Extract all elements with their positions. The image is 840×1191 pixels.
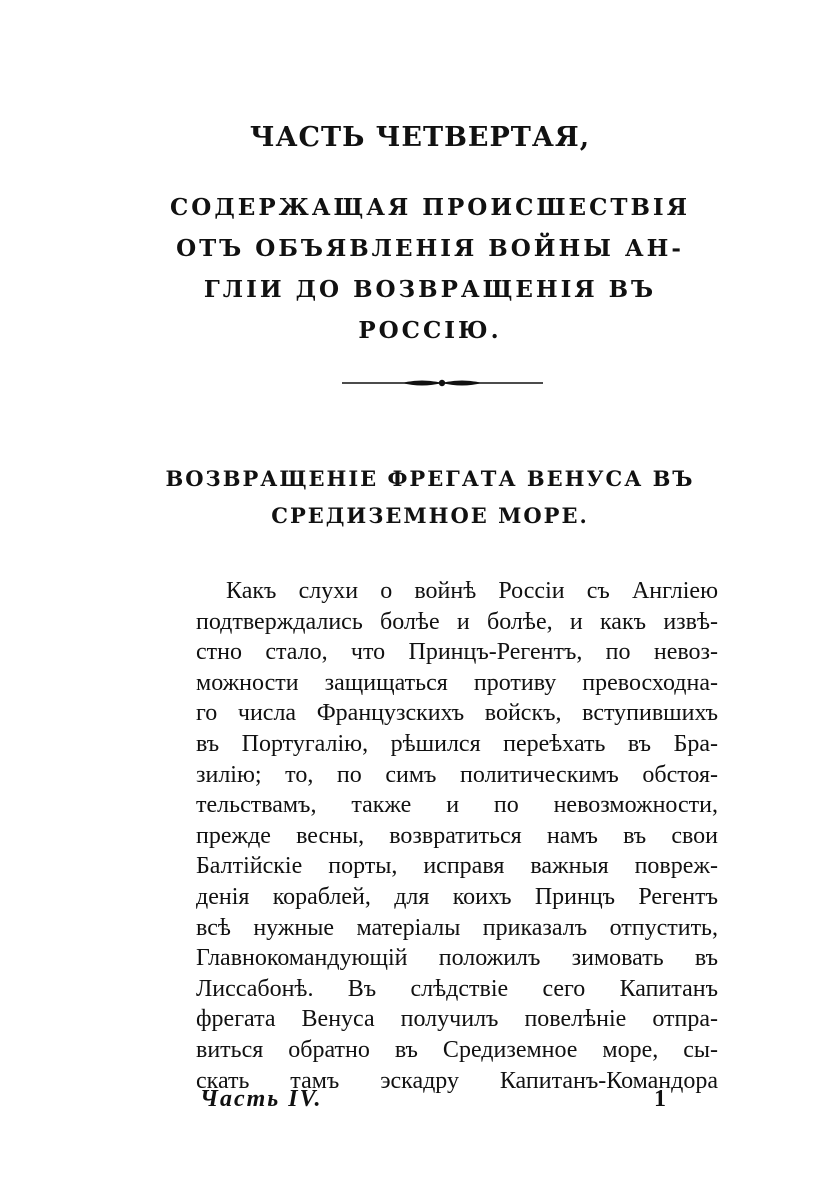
page-number: 1 — [654, 1086, 666, 1112]
body-text — [196, 576, 718, 1096]
text-line: подтверждались болѣе и болѣе, и какъ извѣ- — [196, 608, 718, 635]
page-footer — [196, 1086, 666, 1120]
chapter-title — [150, 460, 710, 534]
text-line: прежде весны, возвратиться намъ въ свои — [196, 822, 718, 849]
text-line: можности защищаться противу превосходна- — [196, 669, 718, 696]
text-line: фрегата Венуса получилъ повелѣніе отпра- — [196, 1006, 718, 1033]
text-line: Лиссабонѣ. Въ слѣдствіе сего Капитанъ — [196, 975, 718, 1002]
text-line: стно стало, что Принцъ-Регентъ, по невоз- — [196, 639, 718, 666]
text-line: зилію; то, по симъ политическимъ обстоя- — [196, 761, 718, 788]
text-line: Балтійскіе порты, исправя важныя повреж- — [196, 853, 718, 880]
signature-mark: Часть IV. — [200, 1086, 323, 1112]
text-line: всѣ нужные матеріалы приказалъ отпустить, — [196, 914, 718, 941]
part-title: ЧАСТЬ ЧЕТВЕРТАЯ, — [249, 122, 591, 153]
chapter-title-line: СРЕДИЗЕМНОЕ МОРЕ. — [271, 503, 589, 528]
ornamental-divider — [340, 377, 545, 389]
text-line: Какъ слухи о войнѣ Россіи съ Англіею — [226, 578, 718, 604]
part-subtitle — [160, 187, 700, 351]
subtitle-line: СОДЕРЖАЩАЯ ПРОИСШЕСТВІЯ — [170, 194, 690, 221]
subtitle-line: ГЛІИ ДО ВОЗВРАЩЕНІЯ ВЪ — [203, 276, 657, 303]
text-line: го числа Французскихъ войскъ, вступившихъ — [196, 700, 718, 727]
subtitle-line: ОТЪ ОБЪЯВЛЕНІЯ ВОЙНЫ АН- — [176, 235, 684, 262]
text-line: въ Португалію, рѣшился переѣхать въ Бра- — [196, 730, 718, 757]
subtitle-line: РОССІЮ. — [358, 317, 502, 344]
text-line: денія кораблей, для коихъ Принцъ Регентъ — [196, 883, 718, 910]
text-line: скать тамъ эскадру Капитанъ-Командора — [196, 1067, 718, 1094]
text-line: виться обратно въ Средиземное море, сы- — [196, 1036, 718, 1063]
text-line: Главнокомандующій положилъ зимовать въ — [196, 945, 718, 972]
chapter-title-line: ВОЗВРАЩЕНІЕ ФРЕГАТА ВЕНУСА ВЪ — [165, 466, 695, 491]
text-line: тельствамъ, также и по невозможности, — [196, 792, 718, 819]
